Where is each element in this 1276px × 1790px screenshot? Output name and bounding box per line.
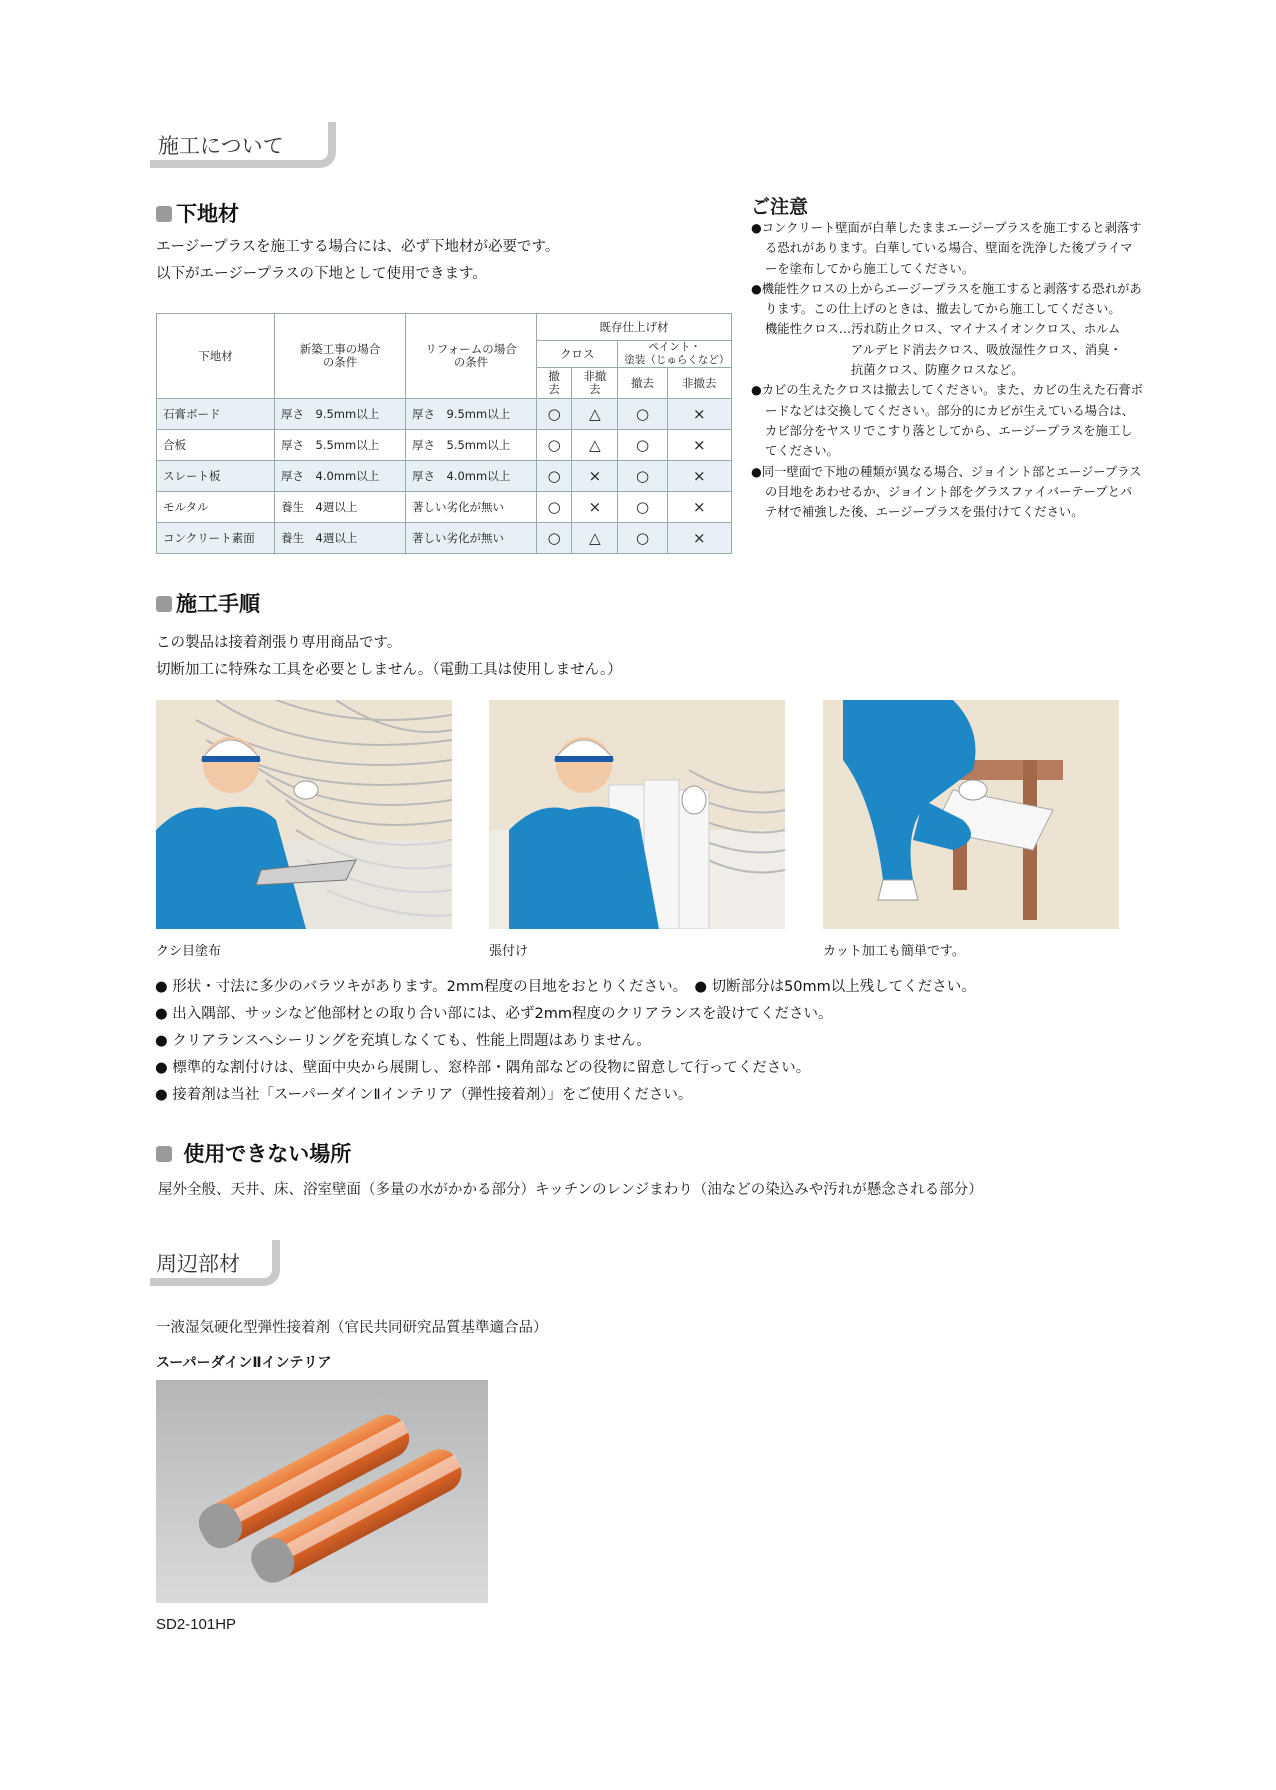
section-title: 周辺部材 [156, 1252, 240, 1276]
caution-item: ●カビの生えたクロスは撤去してください。また、カビの生えた石膏ボードなどは交換してください。部分的にカビが生えている場合は、カビ部分をヤスリでこすり落としてから、エージープラスを施工してください。 [751, 383, 1143, 459]
procedure-bullet: ● 出入隅部、サッシなど他部材との取り合い部には、必ず2mm程度のクリアランスを設けてください。 [155, 1006, 833, 1022]
mark: × [667, 430, 731, 461]
row-reform: 著しい劣化が無い [406, 492, 537, 523]
th-reform: リフォームの場合 の条件 [406, 314, 537, 399]
product-model: SD2-101HP [156, 1616, 237, 1633]
row-name: スレート板 [157, 461, 275, 492]
th-noremove: 非撤去 [667, 368, 731, 399]
caption-cut: カット加工も簡単です。 [823, 944, 965, 959]
mark: × [667, 523, 731, 554]
caution-sub: 機能性クロス…汚れ防止クロス、マイナスイオンクロス、ホルム [765, 322, 1121, 337]
row-new: 厚さ 9.5mm以上 [275, 399, 406, 430]
mark: ○ [537, 461, 572, 492]
caption-comb: クシ目塗布 [156, 944, 222, 959]
substrate-intro-2: 以下がエージープラスの下地として使用できます。 [156, 266, 487, 282]
row-name: モルタル [157, 492, 275, 523]
row-reform: 厚さ 4.0mm以上 [406, 461, 537, 492]
unusable-text: 屋外全般、天井、床、浴室壁面（多量の水がかかる部分）キッチンのレンジまわり（油などの染込みや汚れが懸念される部分） [158, 1182, 983, 1198]
substrate-heading: 下地材 [156, 198, 239, 228]
mark: △ [572, 523, 618, 554]
caution-title: ご注意 [751, 196, 809, 218]
table-row [157, 492, 732, 523]
procedure-heading: 施工手順 [156, 588, 260, 618]
mark: × [667, 461, 731, 492]
mark: ○ [618, 399, 667, 430]
row-new: 養生 4週以上 [275, 492, 406, 523]
mark: ○ [618, 430, 667, 461]
illustration-comb-apply [156, 700, 452, 929]
procedure-line-1: この製品は接着剤張り専用商品です。 [156, 635, 402, 651]
th-paint: ペイント・ 塗装（じゅらくなど） [618, 341, 732, 368]
caution-notes [751, 218, 1144, 522]
section-tab-peripheral [150, 1240, 280, 1286]
section-tab-construction [150, 122, 336, 168]
table-row [157, 430, 732, 461]
mark: ○ [618, 461, 667, 492]
product-name: スーパーダインⅡインテリア [156, 1355, 332, 1371]
table-row [157, 461, 732, 492]
mark: △ [572, 430, 618, 461]
th-noremove: 非撤去 [572, 368, 618, 399]
unusable-heading: 使用できない場所 [156, 1138, 351, 1168]
procedure-bullet: ● 接着剤は当社「スーパーダインⅡインテリア（弾性接着剤）」をご使用ください。 [155, 1087, 693, 1103]
procedure-bullet: ● 形状・寸法に多少のバラツキがあります。2mm程度の目地をおとりください。 ● 切断部分は50mm以上残してください。 [155, 979, 976, 995]
row-name: 合板 [157, 430, 275, 461]
mark: × [572, 492, 618, 523]
mark: × [667, 399, 731, 430]
square-bullet-icon [156, 596, 172, 612]
caution-sub: 抗菌クロス、防塵クロスなど。 [851, 363, 1024, 378]
caution-item: ●同一壁面で下地の種類が異なる場合、ジョイント部とエージープラスの目地をあわせるか、ジョイント部をグラスファイバーテープとパテ材で補強した後、エージープラスを張付けてください。 [751, 464, 1142, 520]
procedure-bullet: ● クリアランスへシーリングを充填しなくても、性能上問題はありません。 [155, 1033, 651, 1049]
mark: ○ [537, 430, 572, 461]
square-bullet-icon [156, 206, 172, 222]
row-name: 石膏ボード [157, 399, 275, 430]
substrate-table [156, 313, 732, 554]
mark: ○ [537, 492, 572, 523]
mark: ○ [537, 523, 572, 554]
illustration-attach [489, 700, 785, 929]
th-existing: 既存仕上げ材 [537, 314, 732, 341]
mark: ○ [618, 523, 667, 554]
illustration-cut [823, 700, 1119, 929]
mark: ○ [537, 399, 572, 430]
th-remove: 撤去 [537, 368, 572, 399]
row-new: 厚さ 5.5mm以上 [275, 430, 406, 461]
section-title: 施工について [158, 134, 284, 158]
caption-attach: 張付け [489, 944, 529, 959]
square-bullet-icon [156, 1146, 172, 1162]
row-reform: 厚さ 5.5mm以上 [406, 430, 537, 461]
row-name: コンクリート素面 [157, 523, 275, 554]
procedure-bullet: ● 標準的な割付けは、壁面中央から展開し、窓枠部・隅角部などの役物に留意して行ってください。 [155, 1060, 811, 1076]
th-remove: 撤去 [618, 368, 667, 399]
caution-sub: アルデヒド消去クロス、吸放湿性クロス、消臭・ [851, 342, 1122, 357]
procedure-line-2: 切断加工に特殊な工具を必要としません。（電動工具は使用しません。） [156, 662, 622, 678]
caution-item: ●コンクリート壁面が白華したままエージープラスを施工すると剥落する恐れがあります。白華している場合、壁面を洗浄した後プライマーを塗布してから施工してください。 [751, 221, 1142, 276]
th-substrate: 下地材 [157, 314, 275, 399]
peripheral-desc: 一液湿気硬化型弾性接着剤（官民共同研究品質基準適合品） [156, 1320, 548, 1336]
mark: × [667, 492, 731, 523]
product-photo [156, 1380, 488, 1603]
substrate-intro-1: エージープラスを施工する場合には、必ず下地材が必要です。 [156, 239, 560, 255]
mark: △ [572, 399, 618, 430]
th-new: 新築工事の場合 の条件 [275, 314, 406, 399]
table-row [157, 399, 732, 430]
row-reform: 厚さ 9.5mm以上 [406, 399, 537, 430]
caution-item: ●機能性クロスの上からエージープラスを施工すると剥落する恐れがあります。この仕上げのときは、撤去してから施工してください。 [751, 281, 1142, 317]
mark: ○ [618, 492, 667, 523]
row-new: 厚さ 4.0mm以上 [275, 461, 406, 492]
th-cloth: クロス [537, 341, 618, 368]
table-row [157, 523, 732, 554]
row-new: 養生 4週以上 [275, 523, 406, 554]
row-reform: 著しい劣化が無い [406, 523, 537, 554]
mark: × [572, 461, 618, 492]
